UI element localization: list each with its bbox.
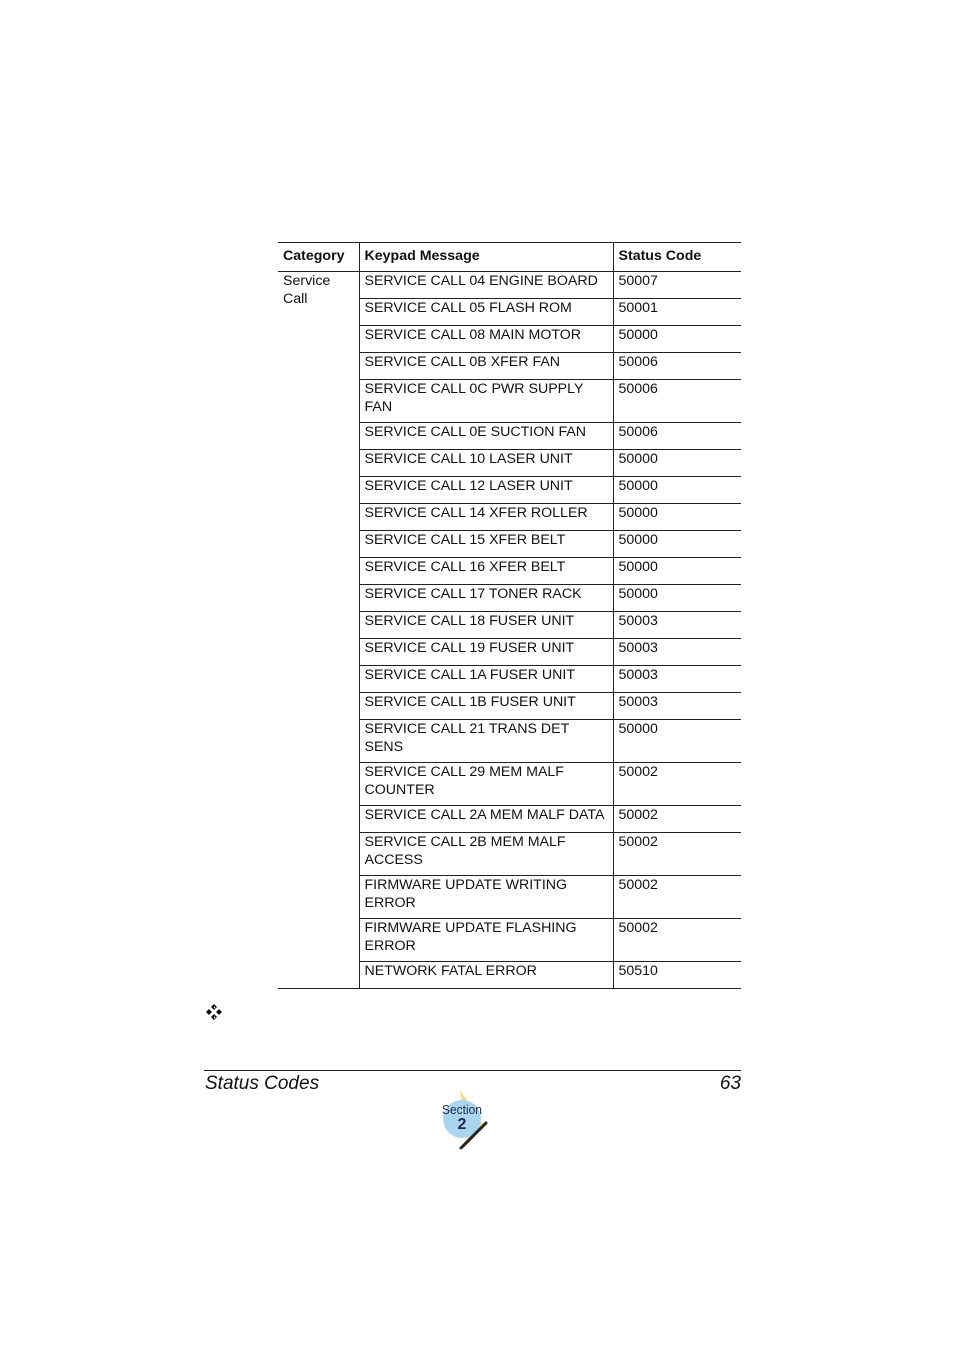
status-code-cell: 50002: [613, 833, 741, 876]
status-code-cell: 50003: [613, 693, 741, 720]
keypad-message-cell: SERVICE CALL 12 LASER UNIT: [359, 477, 613, 504]
keypad-message-cell: SERVICE CALL 29 MEM MALF COUNTER: [359, 763, 613, 806]
keypad-message-cell: SERVICE CALL 17 TONER RACK: [359, 585, 613, 612]
category-cell: Service Call: [278, 272, 359, 989]
badge-label: Section: [442, 1102, 482, 1118]
keypad-message-cell: SERVICE CALL 10 LASER UNIT: [359, 450, 613, 477]
keypad-message-cell: SERVICE CALL 16 XFER BELT: [359, 558, 613, 585]
status-code-cell: 50000: [613, 450, 741, 477]
keypad-message-cell: FIRMWARE UPDATE FLASHING ERROR: [359, 919, 613, 962]
keypad-message-cell: SERVICE CALL 21 TRANS DET SENS: [359, 720, 613, 763]
status-code-cell: 50000: [613, 326, 741, 353]
status-code-cell: 50003: [613, 612, 741, 639]
keypad-message-cell: SERVICE CALL 05 FLASH ROM: [359, 299, 613, 326]
header-status-code: Status Code: [613, 243, 741, 272]
status-code-cell: 50002: [613, 876, 741, 919]
keypad-message-cell: SERVICE CALL 18 FUSER UNIT: [359, 612, 613, 639]
keypad-message-cell: SERVICE CALL 2A MEM MALF DATA: [359, 806, 613, 833]
status-code-cell: 50002: [613, 763, 741, 806]
keypad-message-cell: SERVICE CALL 14 XFER ROLLER: [359, 504, 613, 531]
status-code-cell: 50006: [613, 353, 741, 380]
status-code-cell: 50000: [613, 585, 741, 612]
status-code-cell: 50003: [613, 639, 741, 666]
section-badge: [438, 1086, 492, 1150]
status-code-cell: 50006: [613, 380, 741, 423]
keypad-message-cell: SERVICE CALL 2B MEM MALF ACCESS: [359, 833, 613, 876]
footer-rule: [204, 1070, 741, 1071]
status-code-cell: 50003: [613, 666, 741, 693]
keypad-message-cell: SERVICE CALL 08 MAIN MOTOR: [359, 326, 613, 353]
keypad-message-cell: SERVICE CALL 0E SUCTION FAN: [359, 423, 613, 450]
header-keypad-message: Keypad Message: [359, 243, 613, 272]
status-code-cell: 50000: [613, 531, 741, 558]
status-code-cell: 50000: [613, 504, 741, 531]
keypad-message-cell: SERVICE CALL 15 XFER BELT: [359, 531, 613, 558]
status-code-cell: 50006: [613, 423, 741, 450]
status-code-cell: 50000: [613, 477, 741, 504]
keypad-message-cell: SERVICE CALL 1B FUSER UNIT: [359, 693, 613, 720]
table-header-row: [278, 243, 741, 272]
keypad-message-cell: SERVICE CALL 04 ENGINE BOARD: [359, 272, 613, 299]
status-code-cell: 50000: [613, 720, 741, 763]
table-row: [278, 272, 741, 299]
footer-title: Status Codes: [205, 1073, 320, 1094]
status-code-cell: 50007: [613, 272, 741, 299]
keypad-message-cell: FIRMWARE UPDATE WRITING ERROR: [359, 876, 613, 919]
status-code-cell: 50001: [613, 299, 741, 326]
keypad-message-cell: SERVICE CALL 0C PWR SUPPLY FAN: [359, 380, 613, 423]
badge-number: 2: [457, 1116, 467, 1133]
status-code-cell: 50002: [613, 806, 741, 833]
keypad-message-cell: SERVICE CALL 19 FUSER UNIT: [359, 639, 613, 666]
keypad-message-cell: NETWORK FATAL ERROR: [359, 962, 613, 989]
table-body: [278, 272, 741, 989]
page-number: 63: [719, 1073, 741, 1094]
status-code-cell: 50002: [613, 919, 741, 962]
header-category: Category: [278, 243, 359, 272]
status-code-cell: 50000: [613, 558, 741, 585]
keypad-message-cell: SERVICE CALL 0B XFER FAN: [359, 353, 613, 380]
status-code-cell: 50510: [613, 962, 741, 989]
status-codes-table: [278, 242, 741, 989]
keypad-message-cell: SERVICE CALL 1A FUSER UNIT: [359, 666, 613, 693]
four-diamond-ornament-icon: [205, 1003, 223, 1021]
